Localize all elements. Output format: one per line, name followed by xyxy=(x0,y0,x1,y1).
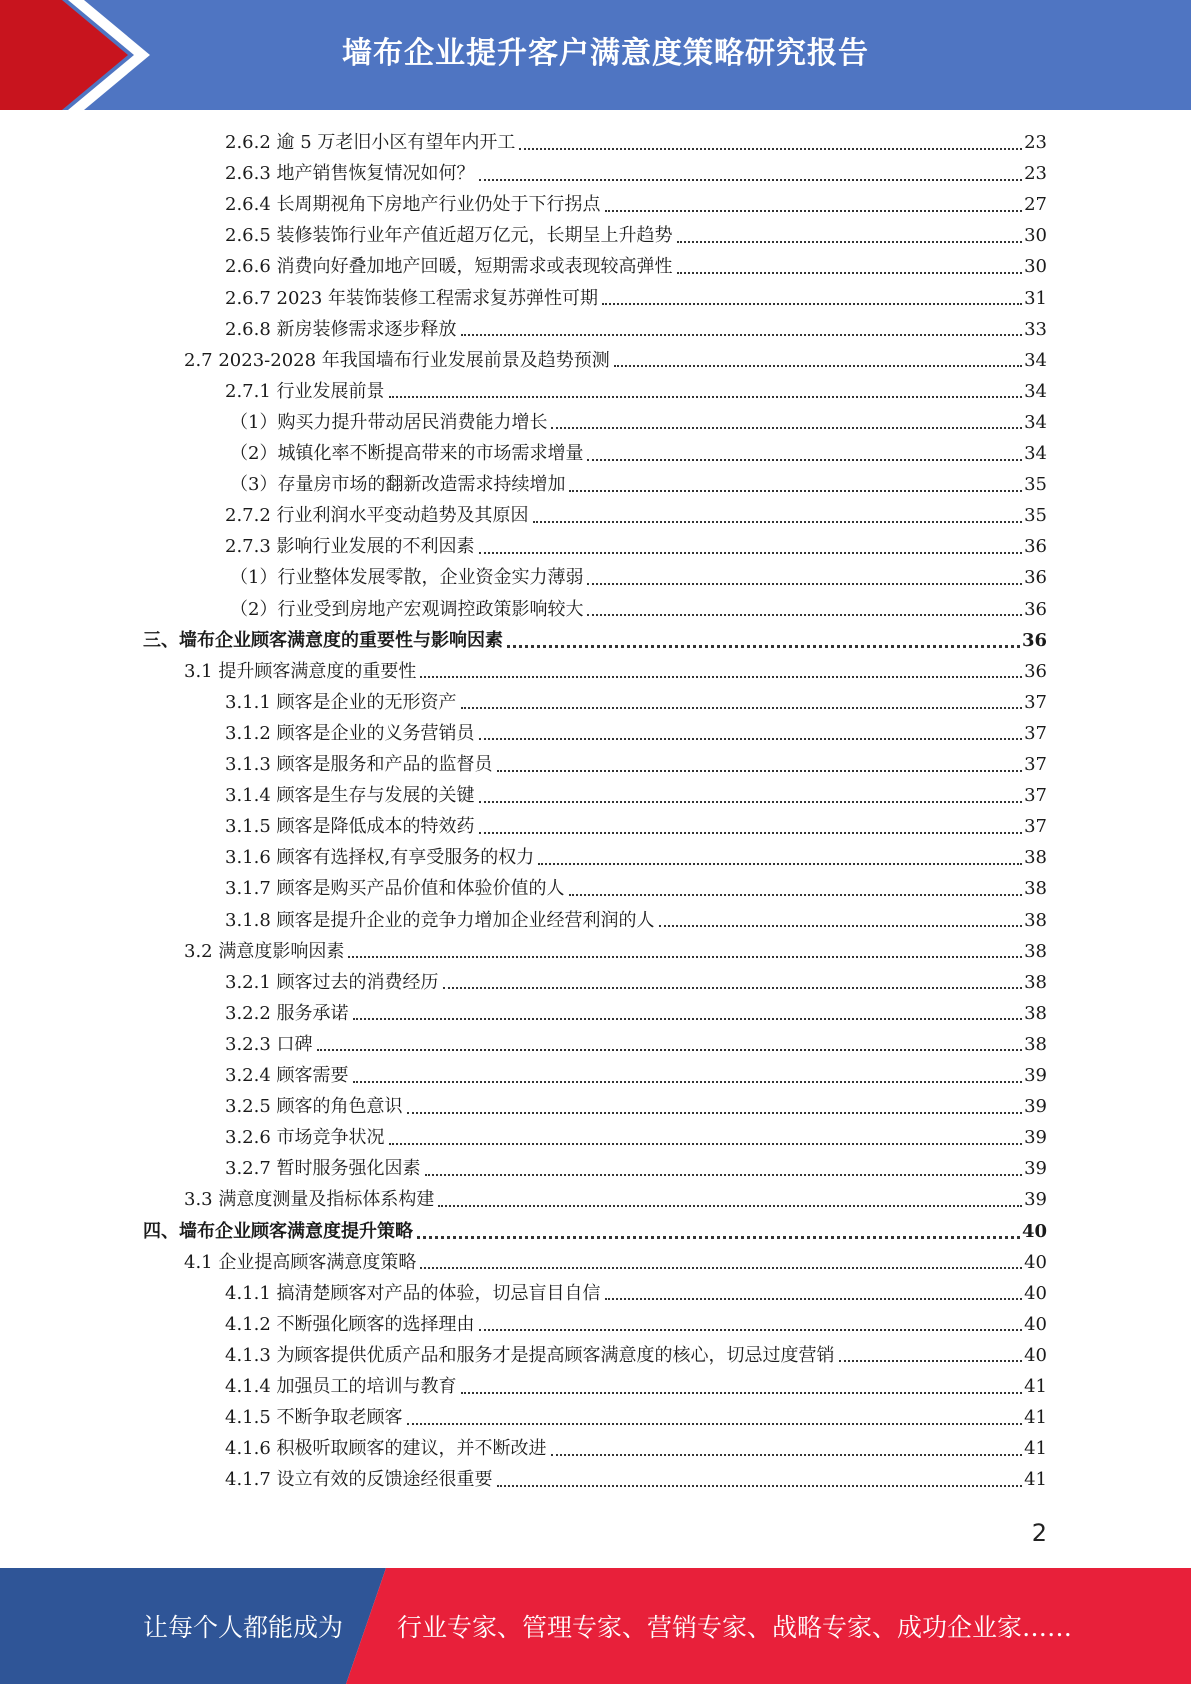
toc-entry-page: 36 xyxy=(1024,567,1047,589)
toc-entry[interactable] xyxy=(0,376,1191,407)
toc-entry[interactable] xyxy=(0,1153,1191,1184)
toc-dot-leader xyxy=(587,614,1022,616)
toc-entry-label: 3.1.4 顾客是生存与发展的关键 xyxy=(225,785,475,807)
toc-dot-leader xyxy=(602,303,1022,305)
toc-entry-label: 2.7.3 影响行业发展的不利因素 xyxy=(225,536,475,558)
toc-entry[interactable] xyxy=(0,625,1191,656)
toc-entry-page: 23 xyxy=(1024,163,1047,185)
toc-dot-leader xyxy=(479,179,1023,181)
toc-entry[interactable] xyxy=(0,1091,1191,1122)
toc-entry-page: 40 xyxy=(1024,1313,1047,1335)
toc-entry-page: 40 xyxy=(1024,1251,1047,1273)
toc-dot-leader xyxy=(407,1423,1023,1425)
toc-dot-leader xyxy=(587,459,1022,461)
toc-entry-label: 3.1.7 顾客是购买产品价值和体验价值的人 xyxy=(225,878,565,900)
toc-entry[interactable] xyxy=(0,594,1191,625)
toc-dot-leader xyxy=(479,738,1023,740)
toc-dot-leader xyxy=(519,148,1022,150)
toc-entry-label: 3.2.6 市场竞争状况 xyxy=(225,1127,385,1149)
toc-entry[interactable] xyxy=(0,718,1191,749)
toc-entry-page: 37 xyxy=(1024,816,1047,838)
toc-entry-page: 30 xyxy=(1024,256,1047,278)
toc-dot-leader xyxy=(389,1143,1023,1145)
toc-entry[interactable] xyxy=(0,1184,1191,1215)
toc-entry-page: 31 xyxy=(1024,287,1047,309)
toc-entry[interactable] xyxy=(0,1247,1191,1278)
toc-entry-page: 38 xyxy=(1024,971,1047,993)
toc-dot-leader xyxy=(353,1081,1023,1083)
toc-dot-leader xyxy=(425,1174,1023,1176)
toc-dot-leader xyxy=(677,241,1023,243)
toc-entry-label: 2.6.8 新房装修需求逐步释放 xyxy=(225,318,457,340)
toc-entry-label: 2.6.3 地产销售恢复情况如何？ xyxy=(225,163,475,185)
toc-entry[interactable] xyxy=(0,500,1191,531)
toc-entry-page: 38 xyxy=(1024,1033,1047,1055)
toc-entry[interactable] xyxy=(0,936,1191,967)
toc-entry-label: （2）城镇化率不断提高带来的市场需求增量 xyxy=(230,443,584,464)
toc-entry-page: 38 xyxy=(1024,847,1047,869)
toc-entry-page: 34 xyxy=(1024,443,1047,464)
toc-entry-label: 4.1.5 不断争取老顾客 xyxy=(225,1407,403,1429)
toc-entry-label: 三、墙布企业顾客满意度的重要性与影响因素 xyxy=(143,629,503,651)
toc-entry[interactable] xyxy=(0,283,1191,314)
toc-entry-page: 40 xyxy=(1024,1344,1047,1366)
toc-entry[interactable] xyxy=(0,438,1191,469)
toc-dot-leader xyxy=(538,863,1022,865)
toc-dot-leader xyxy=(614,365,1022,367)
toc-entry-label: 2.7.1 行业发展前景 xyxy=(225,380,385,402)
toc-entry-label: 3.3 满意度测量及指标体系构建 xyxy=(184,1189,435,1211)
toc-entry[interactable] xyxy=(0,407,1191,438)
toc-entry-page: 39 xyxy=(1024,1096,1047,1118)
toc-entry-label: 4.1.6 积极听取顾客的建议，并不断改进 xyxy=(225,1438,547,1460)
toc-entry[interactable] xyxy=(0,1464,1191,1495)
toc-dot-leader xyxy=(533,521,1023,523)
toc-entry-page: 38 xyxy=(1024,940,1047,962)
toc-dot-leader xyxy=(605,210,1023,212)
toc-entry-page: 36 xyxy=(1024,598,1047,620)
toc-entry-page: 40 xyxy=(1024,1282,1047,1304)
toc-entry[interactable] xyxy=(0,314,1191,345)
page-footer xyxy=(0,1568,1191,1684)
toc-dot-leader xyxy=(839,1360,1023,1362)
toc-entry[interactable] xyxy=(0,905,1191,936)
toc-dot-leader xyxy=(497,1485,1023,1487)
toc-entry-label: 3.1 提升顾客满意度的重要性 xyxy=(184,660,417,682)
toc-entry-page: 27 xyxy=(1024,194,1047,216)
toc-entry-page: 37 xyxy=(1024,785,1047,807)
toc-dot-leader xyxy=(417,1236,1020,1239)
toc-entry-label: 2.6.4 长周期视角下房地产行业仍处于下行拐点 xyxy=(225,194,601,216)
toc-entry-label: 3.2 满意度影响因素 xyxy=(184,940,345,962)
toc-entry[interactable] xyxy=(0,1371,1191,1402)
toc-dot-leader xyxy=(587,583,1022,585)
toc-entry-label: 2.6.2 逾 5 万老旧小区有望年内开工 xyxy=(225,132,516,153)
toc-entry[interactable] xyxy=(0,967,1191,998)
toc-entry-label: 3.1.2 顾客是企业的义务营销员 xyxy=(225,722,475,744)
toc-entry[interactable] xyxy=(0,998,1191,1029)
toc-entry-page: 33 xyxy=(1024,318,1047,340)
toc-entry[interactable] xyxy=(0,1060,1191,1091)
toc-entry[interactable] xyxy=(0,531,1191,562)
toc-dot-leader xyxy=(605,1298,1023,1300)
toc-dot-leader xyxy=(507,645,1020,648)
toc-entry[interactable] xyxy=(0,345,1191,376)
toc-entry-label: 3.1.5 顾客是降低成本的特效药 xyxy=(225,816,475,838)
toc-entry-label: 3.1.1 顾客是企业的无形资产 xyxy=(225,691,457,713)
toc-dot-leader xyxy=(317,1049,1023,1051)
toc-entry-page: 34 xyxy=(1024,411,1047,433)
toc-dot-leader xyxy=(348,956,1022,958)
toc-entry-page: 38 xyxy=(1024,909,1047,931)
toc-entry-label: 3.2.3 口碑 xyxy=(225,1033,313,1055)
toc-entry-label: （3）存量房市场的翻新改造需求持续增加 xyxy=(230,474,566,496)
toc-entry-label: 4.1.2 不断强化顾客的选择理由 xyxy=(225,1313,475,1335)
toc-entry[interactable] xyxy=(0,749,1191,780)
toc-dot-leader xyxy=(479,1329,1023,1331)
toc-entry[interactable] xyxy=(0,656,1191,687)
toc-entry-page: 23 xyxy=(1024,132,1047,153)
toc-entry-label: 3.1.8 顾客是提升企业的竞争力增加企业经营利润的人 xyxy=(225,909,655,931)
toc-entry-page: 40 xyxy=(1021,1220,1047,1242)
toc-dot-leader xyxy=(551,427,1022,429)
toc-entry[interactable] xyxy=(0,220,1191,251)
toc-dot-leader xyxy=(353,1018,1023,1020)
toc-dot-leader xyxy=(443,987,1023,989)
toc-dot-leader xyxy=(438,1205,1022,1207)
toc-entry[interactable] xyxy=(0,1433,1191,1464)
toc-entry-page: 36 xyxy=(1024,660,1047,682)
toc-entry-label: 3.2.4 顾客需要 xyxy=(225,1065,349,1086)
toc-entry[interactable] xyxy=(0,1309,1191,1340)
toc-dot-leader xyxy=(479,832,1023,834)
toc-entry-label: 3.1.3 顾客是服务和产品的监督员 xyxy=(225,754,493,775)
footer-slogan-left: 让每个人都能成为 xyxy=(143,1613,344,1642)
toc-entry-label: 2.6.5 装修装饰行业年产值近超万亿元，长期呈上升趋势 xyxy=(225,225,673,247)
toc-entry-label: 四、墙布企业顾客满意度提升策略 xyxy=(143,1220,413,1242)
toc-entry-page: 38 xyxy=(1024,1002,1047,1024)
toc-entry[interactable] xyxy=(0,1122,1191,1153)
toc-entry-page: 36 xyxy=(1021,629,1047,651)
toc-dot-leader xyxy=(420,676,1022,678)
toc-dot-leader xyxy=(420,1267,1022,1269)
footer-slogan-right: 行业专家、管理专家、营销专家、战略专家、成功企业家…… xyxy=(397,1613,1073,1642)
toc-entry[interactable] xyxy=(0,469,1191,500)
toc-dot-leader xyxy=(407,1112,1023,1114)
toc-entry-page: 39 xyxy=(1024,1158,1047,1180)
toc-entry[interactable] xyxy=(0,687,1191,718)
toc-entry-label: 3.1.6 顾客有选择权,有享受服务的权力 xyxy=(225,847,535,869)
toc-dot-leader xyxy=(461,334,1023,336)
toc-entry-label: 2.7 2023-2028 年我国墙布行业发展前景及趋势预测 xyxy=(184,349,610,371)
toc-dot-leader xyxy=(479,552,1023,554)
toc-entry-label: （1）行业整体发展零散，企业资金实力薄弱 xyxy=(230,567,584,589)
toc-dot-leader xyxy=(569,894,1023,896)
toc-entry-page: 41 xyxy=(1024,1438,1047,1460)
toc-dot-leader xyxy=(461,1392,1023,1394)
toc-entry-page: 34 xyxy=(1024,349,1047,371)
toc-entry-label: 4.1.1 搞清楚顾客对产品的体验，切忌盲目自信 xyxy=(225,1282,601,1304)
toc-entry-label: 4.1.3 为顾客提供优质产品和服务才是提高顾客满意度的核心，切忌过度营销 xyxy=(225,1344,835,1366)
toc-entry-page: 41 xyxy=(1024,1407,1047,1429)
toc-entry-page: 36 xyxy=(1024,536,1047,558)
toc-entry[interactable] xyxy=(0,1029,1191,1060)
toc-entry-label: 4.1.7 设立有效的反馈途经很重要 xyxy=(225,1469,493,1491)
toc-dot-leader xyxy=(551,1454,1023,1456)
toc-entry-label: 3.2.2 服务承诺 xyxy=(225,1002,349,1024)
toc-entry-label: （2）行业受到房地产宏观调控政策影响较大 xyxy=(230,598,584,620)
toc-entry-label: 4.1 企业提高顾客满意度策略 xyxy=(184,1251,417,1273)
toc-entry[interactable] xyxy=(0,811,1191,842)
toc-entry[interactable] xyxy=(0,562,1191,593)
toc-entry-page: 35 xyxy=(1024,474,1047,496)
toc-entry[interactable] xyxy=(0,1402,1191,1433)
toc-entry-page: 38 xyxy=(1024,878,1047,900)
toc-entry-page: 37 xyxy=(1024,722,1047,744)
toc-entry-label: 2.7.2 行业利润水平变动趋势及其原因 xyxy=(225,505,529,527)
toc-dot-leader xyxy=(569,490,1022,492)
toc-entry-page: 39 xyxy=(1024,1189,1047,1211)
toc-entry[interactable] xyxy=(0,780,1191,811)
toc-entry-page: 34 xyxy=(1024,380,1047,402)
toc-entry[interactable] xyxy=(0,127,1191,158)
toc-dot-leader xyxy=(677,272,1023,274)
toc-entry-page: 41 xyxy=(1024,1469,1047,1491)
toc-entry[interactable] xyxy=(0,1340,1191,1371)
toc-entry-page: 41 xyxy=(1024,1376,1047,1397)
toc-entry-label: 2.6.7 2023 年装饰装修工程需求复苏弹性可期 xyxy=(225,287,599,309)
toc-entry-label: 3.2.1 顾客过去的消费经历 xyxy=(225,971,439,993)
toc-dot-leader xyxy=(659,925,1023,927)
toc-entry-page: 37 xyxy=(1024,691,1047,713)
toc-entry[interactable] xyxy=(0,158,1191,189)
toc-entry[interactable] xyxy=(0,873,1191,904)
report-title: 墙布企业提升客户满意度策略研究报告 xyxy=(342,36,869,71)
toc-dot-leader xyxy=(461,707,1023,709)
page-header xyxy=(0,0,1191,110)
toc-entry-label: （1）购买力提升带动居民消费能力增长 xyxy=(230,411,548,433)
toc-dot-leader xyxy=(389,396,1023,398)
toc-entry[interactable] xyxy=(0,1216,1191,1247)
toc-entry-page: 39 xyxy=(1024,1065,1047,1086)
toc-dot-leader xyxy=(479,801,1023,803)
toc-entry-page: 30 xyxy=(1024,225,1047,247)
toc-entry-page: 35 xyxy=(1024,505,1047,527)
toc-entry[interactable] xyxy=(0,842,1191,873)
toc-entry[interactable] xyxy=(0,1278,1191,1309)
toc-entry-page: 37 xyxy=(1024,754,1047,775)
toc-entry-label: 2.6.6 消费向好叠加地产回暖，短期需求或表现较高弹性 xyxy=(225,256,673,278)
toc-entry-label: 4.1.4 加强员工的培训与教育 xyxy=(225,1376,457,1397)
toc-entry-label: 3.2.5 顾客的角色意识 xyxy=(225,1096,403,1118)
toc-entry-label: 3.2.7 暂时服务强化因素 xyxy=(225,1158,421,1180)
toc-entry[interactable] xyxy=(0,189,1191,220)
toc-dot-leader xyxy=(497,770,1023,772)
toc-entry-page: 39 xyxy=(1024,1127,1047,1149)
page-number: 2 xyxy=(1031,1519,1047,1547)
toc-entry[interactable] xyxy=(0,251,1191,282)
